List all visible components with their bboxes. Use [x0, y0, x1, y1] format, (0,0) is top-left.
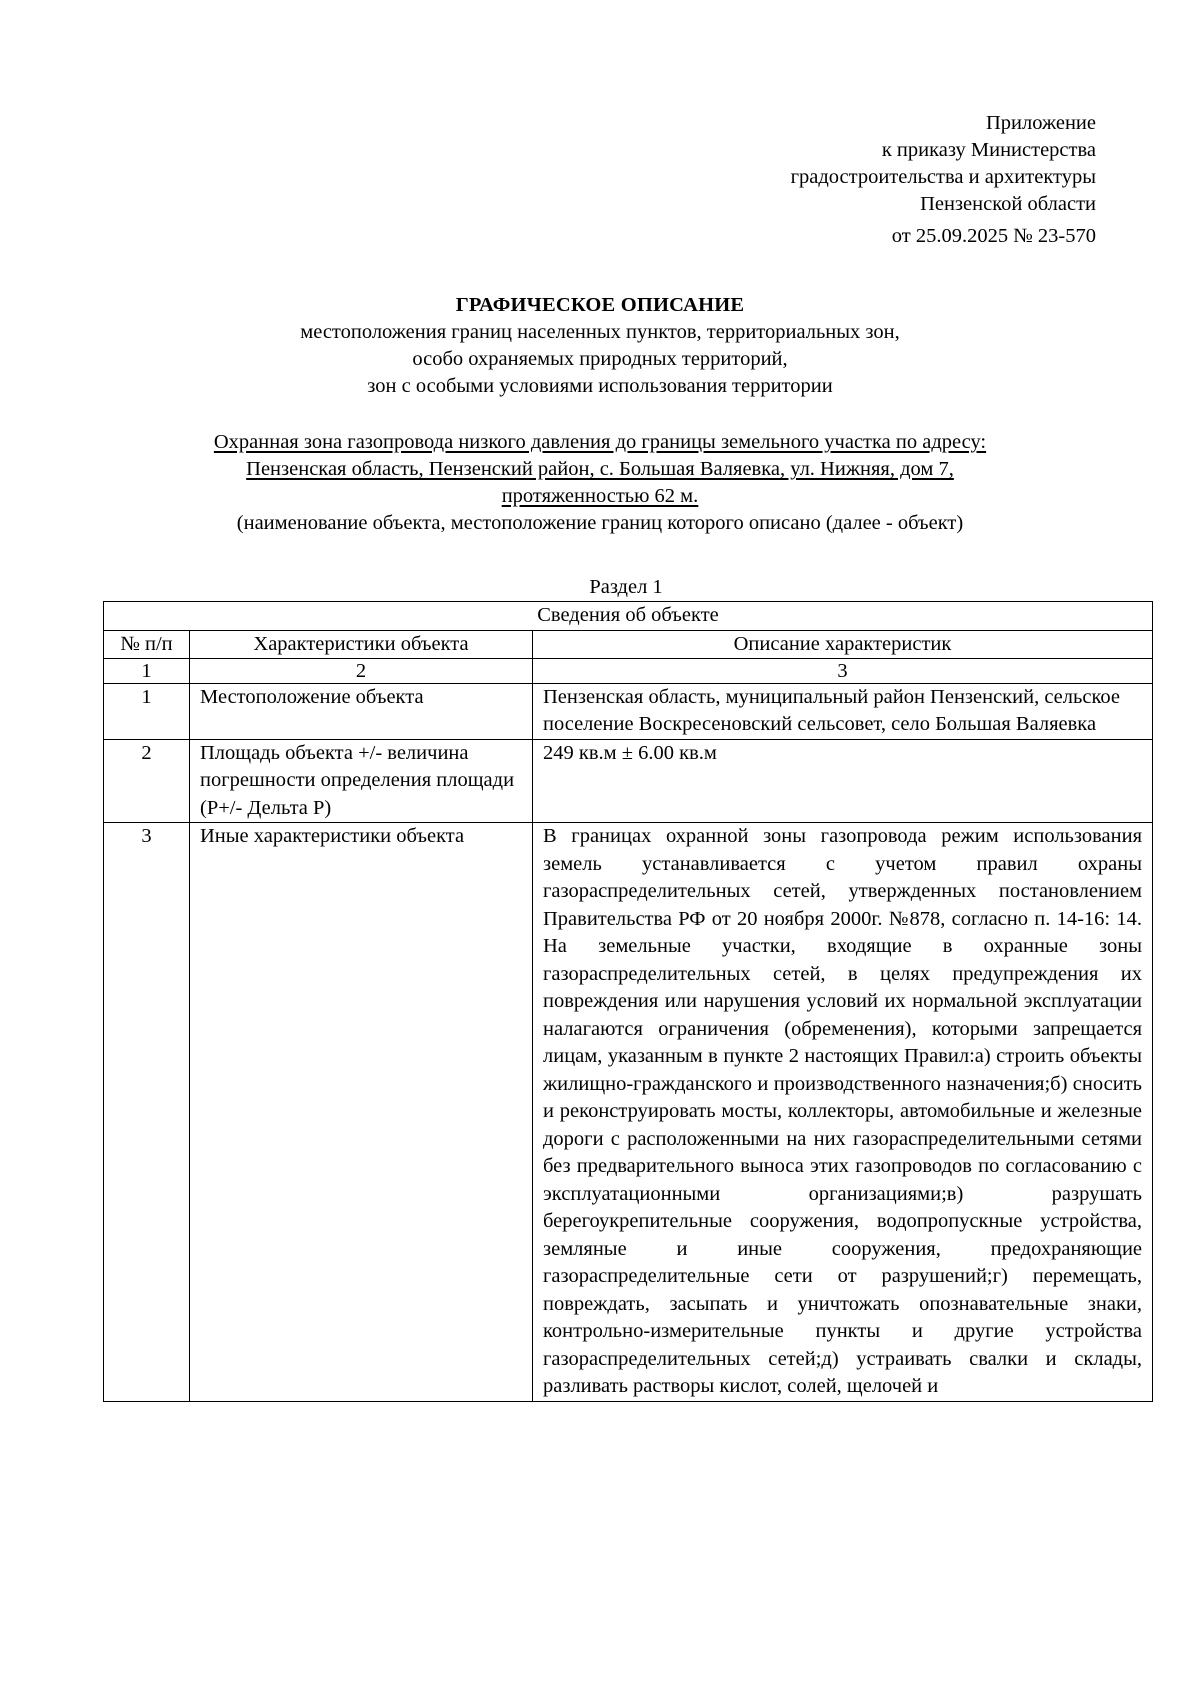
table-caption-row — [104, 602, 1153, 631]
appendix-line: градостроительства и архитектуры — [790, 166, 1096, 188]
column-number-row — [104, 658, 1153, 683]
object-name-block — [0, 429, 1200, 537]
object-caption: (наименование объекта, местоположение границ которого описано (далее - объект) — [236, 512, 964, 534]
document-title: ГРАФИЧЕСКОЕ ОПИСАНИЕ — [455, 294, 745, 316]
appendix-line: Приложение — [985, 112, 1096, 134]
row-number: 1 — [104, 683, 190, 739]
column-header-number: № п/п — [104, 630, 190, 658]
appendix-line: Пензенской области — [920, 193, 1096, 215]
row-description: В границах охранной зоны газопровода режим использования земель устанавливается с учетом правил охраны газораспределительных сетей, утвержденных постановлением Правительства РФ от 20 ноября 2000г. №878, согласно п. 14-16: 14. На земельные участки, входящие в охранные зоны газораспределительных сетей, в целях предупреждения их повреждения или нарушения условий их нормальной эксплуатации налагаются ограничения (обременения), которыми запрещается лицам, указанным в пункте 2 настоящих Правил:а) строить объекты жилищно-гражданского и производственного назначения;б) сносить и реконструировать мосты, коллекторы, автомобильные и железные дороги с расположенными на них газораспределительными сетями без предварительного выноса этих газопроводов по согласованию с эксплуатационными организациями;в) разрушать берегоукрепительные сооружения, водопропускные устройства, земляные и иные сооружения, предохраняющие газораспределительные сети от разрушений;г) перемещать, повреждать, засыпать и уничтожать опознавательные знаки, контрольно-измерительные пункты и другие устройства газораспределительных сетей;д) устраивать свалки и склады, разливать растворы кислот, солей, щелочей и — [533, 823, 1153, 1402]
table-row — [104, 739, 1153, 823]
object-name-line: протяженностью 62 м. — [501, 485, 699, 507]
table-header-row — [104, 630, 1153, 658]
appendix-block — [791, 110, 1096, 250]
row-characteristic: Площадь объекта +/- величина погрешности определения площади (Р+/- Дельта Р) — [190, 739, 533, 823]
row-number: 2 — [104, 739, 190, 823]
column-header-characteristic: Характеристики объекта — [190, 630, 533, 658]
appendix-line: к приказу Министерства — [881, 139, 1096, 161]
column-number: 1 — [104, 658, 190, 683]
title-subline: местоположения границ населенных пунктов, территориальных зон, — [300, 321, 900, 343]
table-row — [104, 823, 1153, 1402]
column-number: 3 — [533, 658, 1153, 683]
title-subline: зон с особыми условиями использования территории — [367, 375, 833, 397]
column-header-description: Описание характеристик — [533, 630, 1153, 658]
row-description: Пензенская область, муниципальный район Пензенский, сельское поселение Воскресеновский сельсовет, село Большая Валяевка — [533, 683, 1153, 739]
appendix-order-line: от 25.09.2025 № 23-570 — [891, 225, 1096, 247]
row-characteristic: Местоположение объекта — [190, 683, 533, 739]
row-description: 249 кв.м ± 6.00 кв.м — [533, 739, 1153, 823]
row-characteristic: Иные характеристики объекта — [190, 823, 533, 1402]
table-caption: Сведения об объекте — [104, 602, 1153, 631]
title-subline: особо охраняемых природных территорий, — [412, 348, 788, 370]
object-name-line: Охранная зона газопровода низкого давления до границы земельного участка по адресу: — [213, 431, 987, 453]
object-info-table — [103, 601, 1153, 1402]
row-number: 3 — [104, 823, 190, 1402]
column-number: 2 — [190, 658, 533, 683]
table-row — [104, 683, 1153, 739]
object-name-line: Пензенская область, Пензенский район, с. Большая Валяевка, ул. Нижняя, дом 7, — [246, 458, 954, 480]
section-label: Раздел 1 — [589, 576, 663, 598]
title-block — [0, 292, 1200, 400]
